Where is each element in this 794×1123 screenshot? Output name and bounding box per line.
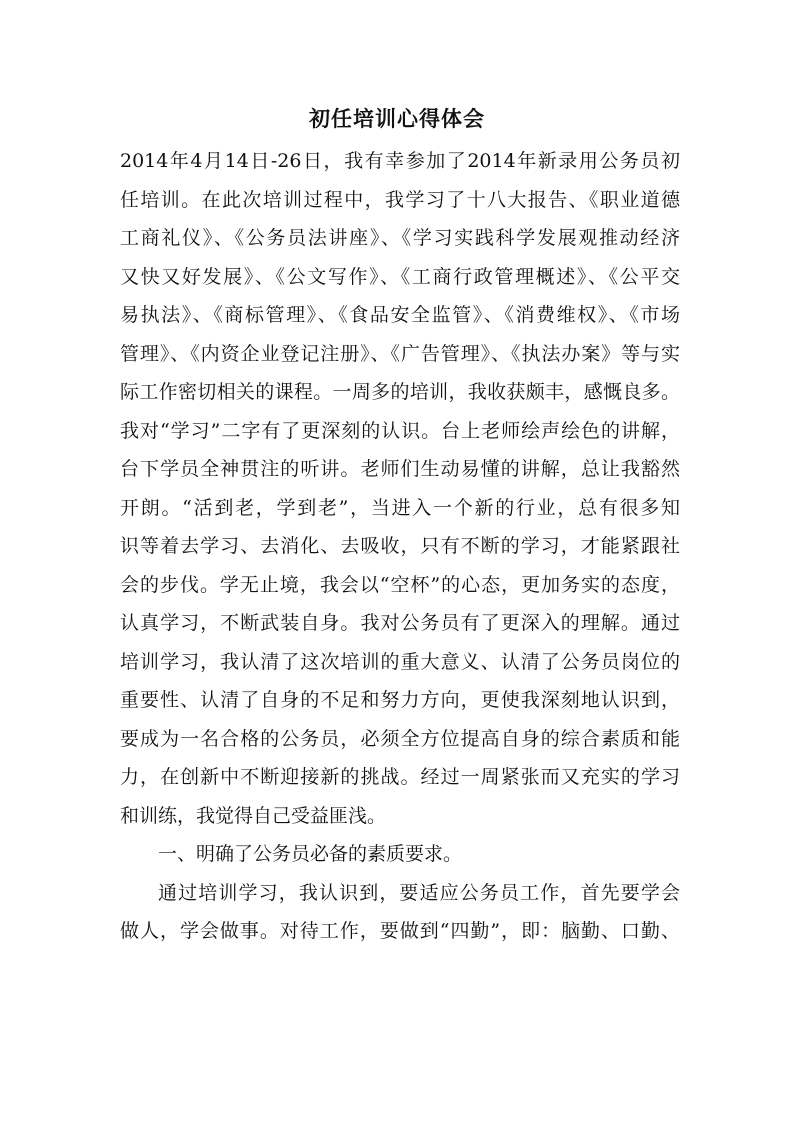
body-line: 力，在创新中不断迎接新的挑战。经过一周紧张而又充实的学习 [120,766,680,788]
body-line: 台下学员全神贯注的听讲。老师们生动易懂的讲解，总让我豁然 [120,458,680,480]
body-line: 培训学习，我认清了这次培训的重大意义、认清了公务员岗位的 [120,650,680,673]
body-line: 要成为一名合格的公务员，必须全方位提高自身的综合素质和能 [120,727,680,750]
body-line: 2014年4月14日-26日，我有幸参加了2014年新录用公务员初 [120,150,680,172]
body-line: 易执法》、《商标管理》、《食品安全监管》、《消费维权》、《市场 [120,304,680,326]
body-line: 重要性、认清了自身的不足和努力方向，更使我深刻地认识到， [120,689,680,711]
body-line: 做人，学会做事。对待工作，要做到“四勤”，即：脑勤、口勤、 [120,920,680,942]
body-line: 通过培训学习，我认识到，要适应公务员工作，首先要学会 [158,881,680,904]
body-line: 识等着去学习、去消化、去吸收，只有不断的学习，才能紧跟社 [120,535,680,557]
body-line: 认真学习，不断武装自身。我对公务员有了更深入的理解。通过 [120,612,680,634]
body-line: 工商礼仪》、《公务员法讲座》、《学习实践科学发展观推动经济 [120,227,680,249]
body-line: 管理》、《内资企业登记注册》、《广告管理》、《执法办案》等与实 [120,342,680,365]
body-line: 任培训。在此次培训过程中，我学习了十八大报告、《职业道德 [120,188,680,211]
body-line: 和训练，我觉得自己受益匪浅。 [120,804,387,827]
body-line: 又快又好发展》、《公文写作》、《工商行政管理概述》、《公平交 [120,265,680,288]
document-body [120,142,680,951]
body-line: 开朗。“活到老，学到老”，当进入一个新的行业，总有很多知 [120,496,680,519]
body-line: 际工作密切相关的课程。一周多的培训，我收获颇丰，感慨良多。 [120,381,680,403]
body-line: 我对“学习”二字有了更深刻的认识。台上老师绘声绘色的讲解， [120,419,680,442]
body-line: 会的步伐。学无止境，我会以“空杯”的心态，更加务实的态度， [120,573,680,596]
document-title: 初任培训心得体会 [309,106,485,131]
section-heading: 一、明确了公务员必备的素质要求。 [158,843,463,865]
